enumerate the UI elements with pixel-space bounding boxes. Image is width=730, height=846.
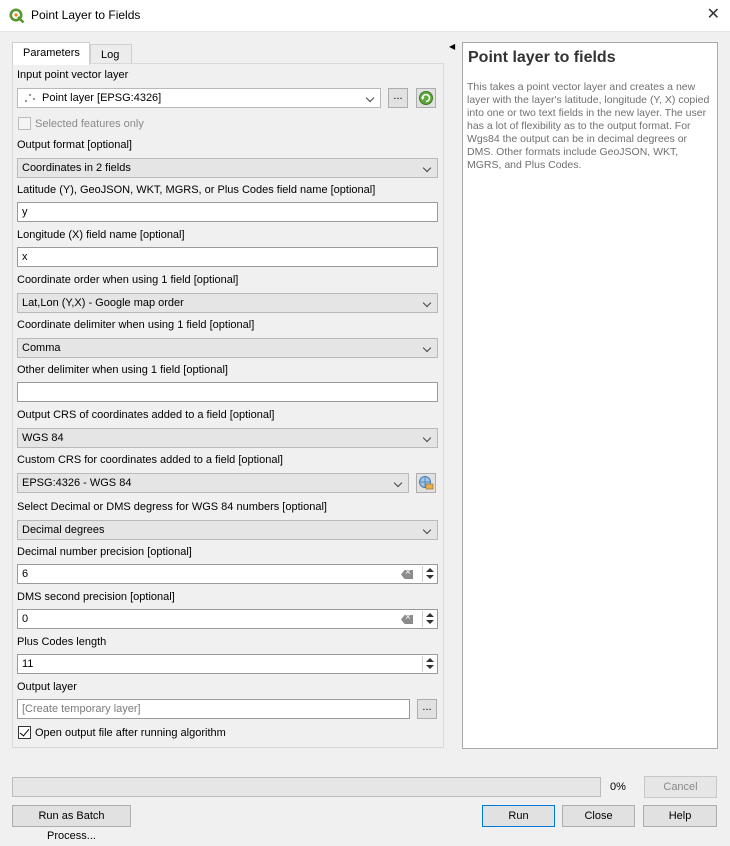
help-button[interactable]: Help [643,805,717,827]
decimal-precision-value: 6 [22,568,29,580]
progress-percent: 0% [610,781,626,793]
output-crs-value: WGS 84 [22,432,64,444]
selected-features-label: Selected features only [35,118,144,130]
chevron-down-icon [423,164,431,172]
coord-delim-value: Comma [22,342,61,354]
run-button[interactable]: Run [482,805,555,827]
output-layer-browse-button[interactable]: ... [417,699,437,719]
spinner-arrows[interactable] [422,656,436,672]
coord-delim-label: Coordinate delimiter when using 1 field [optional] [17,319,255,331]
open-output-checkbox[interactable] [18,726,31,739]
title-bar [0,0,730,32]
dms-select-value: Decimal degrees [22,524,105,536]
clear-value-icon[interactable] [401,570,413,579]
refresh-green-icon [417,89,435,107]
selected-features-checkbox[interactable] [18,117,31,130]
chevron-down-icon [423,299,431,307]
checkmark-icon [20,726,30,736]
output-format-combo[interactable] [17,158,438,178]
plus-codes-spinbox[interactable] [17,654,438,674]
window-close-icon[interactable]: ✕ [706,6,720,23]
output-crs-combo[interactable] [17,428,438,448]
dms-precision-value: 0 [22,613,29,625]
other-delim-input[interactable] [17,382,438,402]
input-layer-browse-button[interactable]: ... [388,88,408,108]
help-title: Point layer to fields [468,49,616,66]
tab-parameters[interactable]: Parameters [12,42,90,65]
other-delim-label: Other delimiter when using 1 field [optional] [17,364,228,376]
output-format-value: Coordinates in 2 fields [22,162,131,174]
run-batch-button[interactable]: Run as Batch Process... [12,805,131,827]
custom-crs-label: Custom CRS for coordinates added to a field [optional] [17,454,283,466]
select-crs-button[interactable] [416,473,436,493]
window-title: Point Layer to Fields [31,8,141,22]
dms-select-combo[interactable] [17,520,438,540]
spinner-arrows[interactable] [422,566,436,582]
dms-precision-spinbox[interactable] [17,609,438,629]
lon-field-input[interactable]: x [17,247,438,267]
clear-value-icon[interactable] [401,615,413,624]
coord-order-label: Coordinate order when using 1 field [optional] [17,274,239,286]
coord-order-combo[interactable] [17,293,438,313]
input-layer-label: Input point vector layer [17,69,129,81]
help-panel [462,42,718,749]
coord-delim-combo[interactable] [17,338,438,358]
custom-crs-value: EPSG:4326 - WGS 84 [22,477,132,489]
chevron-down-icon [423,434,431,442]
chevron-down-icon [394,479,402,487]
decimal-precision-spinbox[interactable] [17,564,438,584]
qgis-logo-icon [9,8,25,24]
dms-precision-label: DMS second precision [optional] [17,591,175,603]
tab-log[interactable]: Log [90,44,132,64]
open-output-label: Open output file after running algorithm [35,727,226,739]
coord-order-value: Lat,Lon (Y,X) - Google map order [22,297,184,309]
help-body: This takes a point vector layer and creates a new layer with the layer's latitude, longitude (Y, X) copied into one or two text fields in the new layer. The user has a lot of flexibility as to the output format. For Wgs84 the output can be in decimal degrees or DMS. Other formats include GeoJSON, WKT, MGRS, and Plus Codes. [467,81,710,171]
input-layer-combo[interactable] [17,88,381,108]
output-crs-label: Output CRS of coordinates added to a field [optional] [17,409,275,421]
close-button[interactable]: Close [562,805,635,827]
cancel-button[interactable]: Cancel [644,776,717,798]
plus-codes-label: Plus Codes length [17,636,107,648]
input-layer-value: Point layer [EPSG:4326] [42,92,162,104]
progress-bar [12,777,601,797]
dms-select-label: Select Decimal or DMS degress for WGS 84 numbers [optional] [17,501,327,513]
chevron-down-icon [366,94,374,102]
globe-crs-icon [417,474,435,492]
output-layer-label: Output layer [17,681,77,693]
plus-codes-value: 11 [22,658,34,670]
output-format-label: Output format [optional] [17,139,132,151]
lat-field-input[interactable]: y [17,202,438,222]
chevron-down-icon [423,344,431,352]
lon-field-label: Longitude (X) field name [optional] [17,229,185,241]
collapse-help-icon[interactable]: ◀ [449,42,456,51]
custom-crs-combo[interactable] [17,473,409,493]
decimal-precision-label: Decimal number precision [optional] [17,546,192,558]
point-layer-icon [23,92,37,104]
lat-field-label: Latitude (Y), GeoJSON, WKT, MGRS, or Plus Codes field name [optional] [17,184,376,196]
iterate-over-layer-button[interactable] [416,88,436,108]
chevron-down-icon [423,526,431,534]
output-layer-input[interactable]: [Create temporary layer] [17,699,410,719]
spinner-arrows[interactable] [422,611,436,627]
